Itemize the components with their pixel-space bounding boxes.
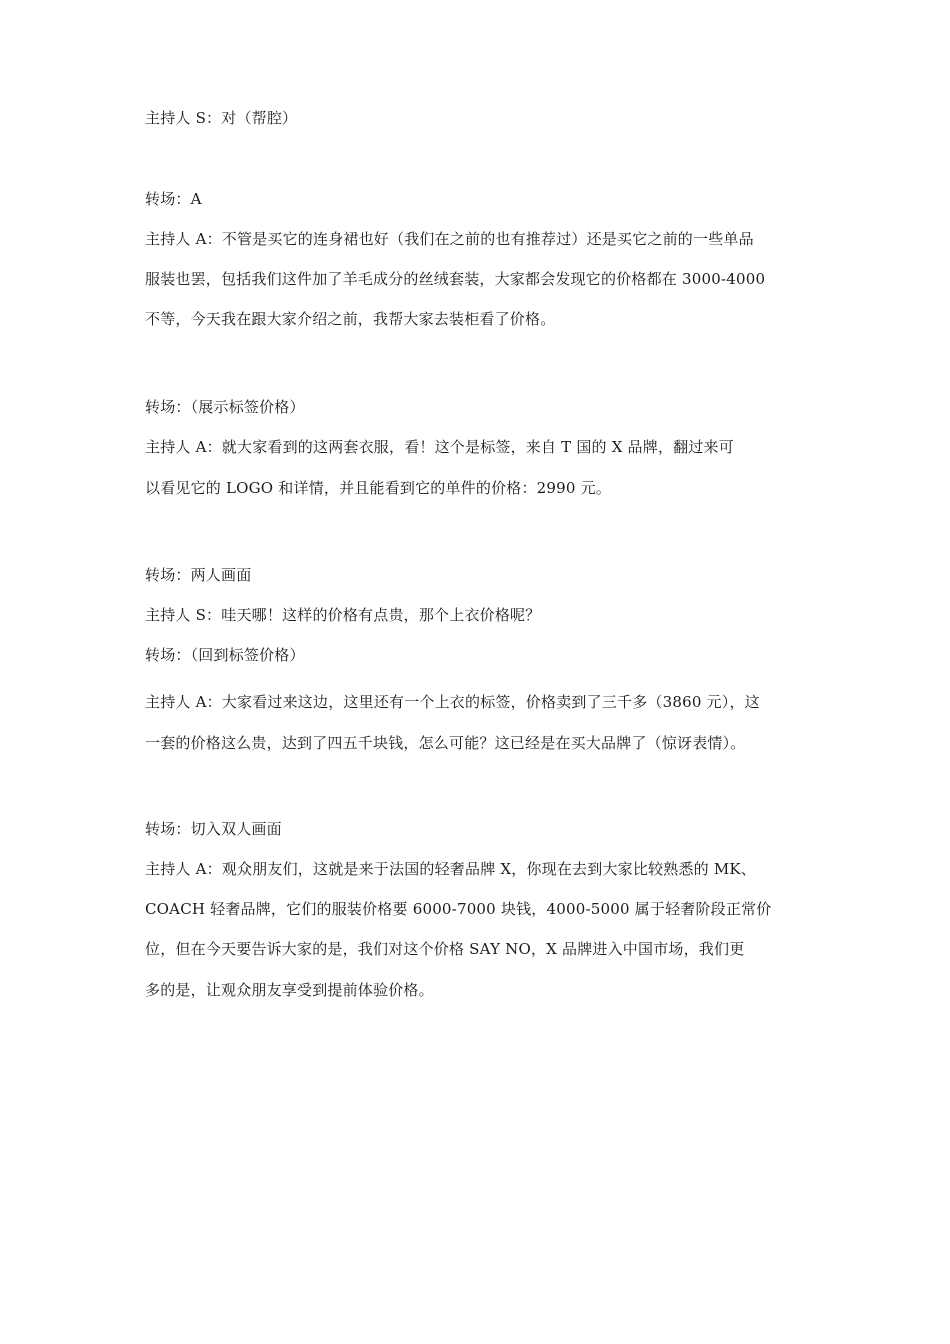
text-line: 转场：A [145,190,202,208]
text-line: 一套的价格这么贵，达到了四五千块钱，怎么可能？这已经是在买大品牌了（惊讶表情）。 [145,734,746,752]
text-line: COACH 轻奢品牌，它们的服装价格要 6000-7000 块钱，4000-5000 属于轻奢阶段正常价 [145,900,772,918]
text-line: 主持人 A：观众朋友们，这就是来于法国的轻奢品牌 X，你现在去到大家比较熟悉的 MK、 [145,860,756,878]
text-line: 位，但在今天要告诉大家的是，我们对这个价格 SAY NO，X 品牌进入中国市场，我们更 [145,940,745,958]
text-line: 不等，今天我在跟大家介绍之前，我帮大家去装柜看了价格。 [145,310,556,328]
text-line: 服装也罢，包括我们这件加了羊毛成分的丝绒套装，大家都会发现它的价格都在 3000-4000 [145,270,766,288]
text-line: 转场：（展示标签价格） [145,398,305,416]
text-line: 转场：（回到标签价格） [145,646,305,664]
text-line: 主持人 A：就大家看到的这两套衣服，看！这个是标签，来自 T 国的 X 品牌，翻过来可 [145,438,734,456]
text-line: 以看见它的 LOGO 和详情，并且能看到它的单件的价格：2990 元。 [145,479,612,497]
text-line: 多的是，让观众朋友享受到提前体验价格。 [145,981,434,999]
text-line: 主持人 S：对（帮腔） [145,109,298,127]
text-line: 主持人 A：大家看过来这边，这里还有一个上衣的标签，价格卖到了三千多（3860 元），这 [145,693,760,711]
text-line: 转场：两人画面 [145,566,252,584]
text-line: 主持人 A：不管是买它的连身裙也好（我们在之前的也有推荐过）还是买它之前的一些单品 [145,230,754,248]
text-line: 转场：切入双人画面 [145,820,282,838]
text-line: 主持人 S：哇天哪！这样的价格有点贵，那个上衣价格呢？ [145,606,541,624]
